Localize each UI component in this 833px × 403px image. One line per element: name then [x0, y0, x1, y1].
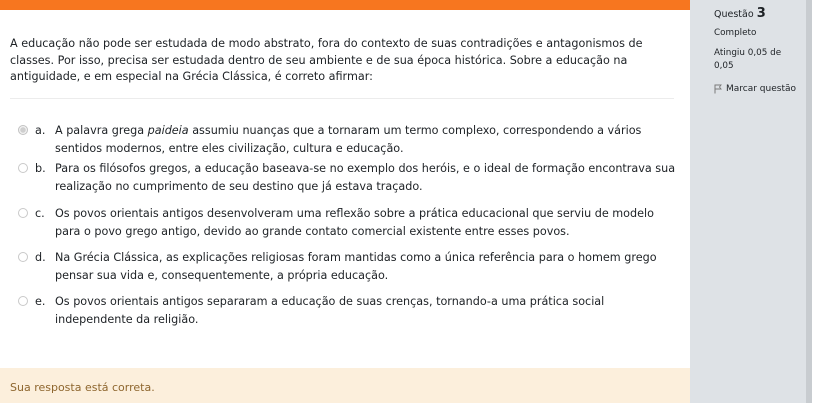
feedback-text: Sua resposta está correta. [10, 381, 155, 394]
page-scrollbar-area [806, 0, 833, 403]
answer-letter: d. [35, 251, 46, 264]
answer-text: Os povos orientais antigos desenvolveram uma reflexão sobre a prática educacional que serviu de modelo para o povo grego antigo, devido ao grande contato comercial existente entre esses povos. [55, 207, 654, 238]
flag-question-link[interactable] [714, 84, 796, 94]
answer-radio-e[interactable] [18, 296, 28, 306]
answer-letter: a. [35, 124, 46, 137]
answer-list [18, 122, 678, 328]
answer-text: Na Grécia Clássica, as explicações religiosas foram mantidas como a única referência para o homem grego pensar sua vida e, consequentemente, a própria educação. [55, 251, 657, 282]
answer-radio-b[interactable] [18, 163, 28, 173]
question-info-panel [690, 0, 806, 403]
answer-option-e[interactable] [18, 293, 678, 328]
answer-option-d[interactable] [18, 249, 678, 284]
question-state: Completo [714, 28, 757, 38]
scrollbar-rail[interactable] [806, 0, 812, 403]
question-grade: Atingiu 0,05 de 0,05 [714, 48, 782, 71]
question-text: A educação não pode ser estudada de modo abstrato, fora do contexto de suas contradições e antagonismos de classes. Por isso, precisa ser estudada dentro de seu ambiente e de sua época histórica. Sobre a educação na antiguidade, e em especial na Grécia Clássica, é correto afirmar: [10, 37, 643, 83]
answer-letter: c. [35, 207, 45, 220]
answer-text-part: A palavra grega [55, 124, 148, 137]
answer-option-a[interactable] [18, 122, 678, 157]
feedback-panel [0, 368, 690, 403]
flag-label[interactable]: Marcar questão [726, 84, 797, 94]
answer-letter: e. [35, 295, 46, 308]
question-number-label [714, 6, 766, 21]
answer-text [55, 122, 678, 157]
answer-text-emphasis: paideia [147, 124, 189, 137]
answer-text-part: assumiu nuanças que a tornaram um termo complexo, correspondendo a vários sentidos modernos, entre eles civilização, cultura e educação. [55, 124, 642, 155]
question-divider [10, 98, 674, 99]
answer-radio-a[interactable] [18, 125, 28, 135]
answer-option-b[interactable] [18, 160, 678, 195]
answer-text: Os povos orientais antigos separaram a educação de suas crenças, tornando-a uma prática social independente da religião. [55, 295, 605, 326]
question-number: 3 [756, 6, 766, 21]
question-top-bar [0, 0, 690, 10]
answer-radio-c[interactable] [18, 208, 28, 218]
answer-radio-d[interactable] [18, 252, 28, 262]
answer-letter: b. [35, 162, 46, 175]
answer-text: Para os filósofos gregos, a educação baseava-se no exemplo dos heróis, e o ideal de formação encontrava sua realização no cumprimento de seu destino que já estava traçado. [55, 162, 676, 193]
question-label: Questão [714, 9, 754, 20]
flag-icon[interactable] [714, 84, 722, 94]
answer-option-c[interactable] [18, 205, 678, 240]
